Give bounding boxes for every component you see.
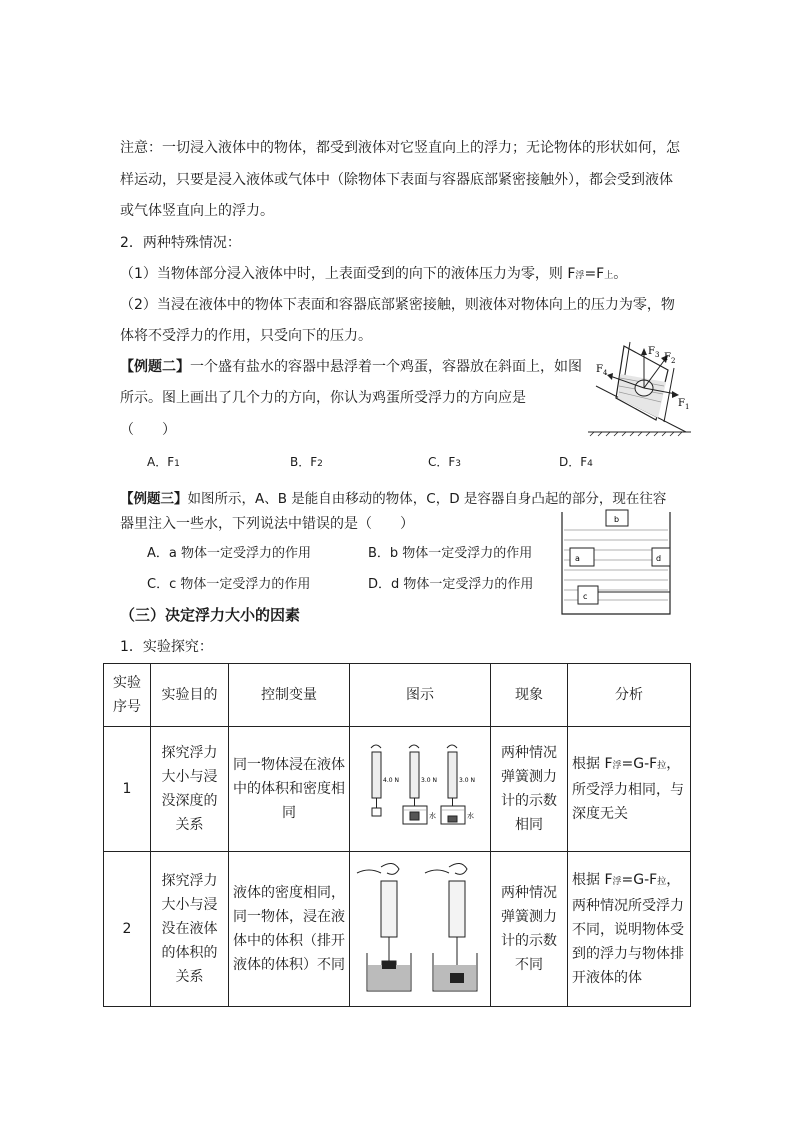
svg-text:水: 水 <box>429 812 436 820</box>
svg-text:水: 水 <box>467 812 474 820</box>
fig-label-f3: $F_3$ <box>648 346 660 359</box>
svg-text:3.0 N: 3.0 N <box>459 777 475 784</box>
example2-line-2: 所示。图上画出了几个力的方向，你认为鸡蛋所受浮力的方向应是 <box>120 390 526 406</box>
note-line-2: 样运动，只要是浸入液体或气体中（除物体下表面与容器底部紧密接触外），都会受到液体 <box>120 172 673 188</box>
special-case-2-line-1: （2）当浸在液体中的物体下表面和容器底部紧密接触，则液体对物体向上的压力为零，物 <box>120 297 675 313</box>
header-analysis: 分析 <box>568 664 691 727</box>
row2-figure <box>350 852 491 1007</box>
spring-scale-volume-figure <box>355 857 485 993</box>
example3-option-d: D．d 物体一定受浮力的作用 <box>368 577 534 592</box>
example2-option-d: D．F4 <box>559 455 593 469</box>
experiment-table <box>103 663 691 1007</box>
case1-sub1: 浮 <box>575 271 585 281</box>
row2-no: 2 <box>104 852 151 1007</box>
example3-option-b: B．b 物体一定受浮力的作用 <box>368 546 533 561</box>
header-no: 实验序号 <box>104 664 151 727</box>
example3-option-c: C．c 物体一定受浮力的作用 <box>147 577 311 592</box>
fig-label-f4: $F_4$ <box>596 364 608 377</box>
example2-option-b: B．F2 <box>290 455 323 469</box>
row1-purpose: 探究浮力大小与浸没深度的关系 <box>151 727 229 852</box>
header-control: 控制变量 <box>229 664 350 727</box>
case1-mid: =F <box>584 266 605 282</box>
fig-label-d: d <box>656 554 662 563</box>
row2-control: 液体的密度相同，同一物体，浸在液体中的体积（排开液体的体积）不同 <box>229 852 350 1007</box>
table-header-row <box>104 664 691 727</box>
row1-figure <box>350 727 491 852</box>
row1-analysis: 根据 F浮=G-F拉，所受浮力相同，与深度无关 <box>568 727 691 852</box>
row1-no: 1 <box>104 727 151 852</box>
note-line-1: 注意：一切浸入液体中的物体，都受到液体对它竖直向上的浮力；无论物体的形状如何，怎 <box>120 140 680 156</box>
special-case-2-line-2: 体将不受浮力的作用，只受向下的压力。 <box>120 328 372 344</box>
container-bumps-diagram <box>558 506 674 618</box>
example2-tag: 【例题二】 <box>120 359 190 375</box>
table-row <box>104 727 691 852</box>
case1-text: （1）当物体部分浸入液体中时，上表面受到的向下的液体压力为零，则 F <box>120 266 576 282</box>
section-subtitle: 1．实验探究： <box>120 639 213 655</box>
header-purpose: 实验目的 <box>151 664 229 727</box>
section-title: （三）决定浮力大小的因素 <box>120 606 301 624</box>
example2-option-a: A．F1 <box>147 455 180 469</box>
example3-option-a: A．a 物体一定受浮力的作用 <box>147 546 311 561</box>
row2-purpose: 探究浮力大小与浸没在液体的体积的关系 <box>151 852 229 1007</box>
example2-text-1: 一个盛有盐水的容器中悬浮着一个鸡蛋，容器放在斜面上，如图 <box>190 359 582 375</box>
fig-label-b: b <box>614 515 620 524</box>
fig-label-a: a <box>575 554 580 563</box>
note-line-3: 或气体竖直向上的浮力。 <box>120 203 274 219</box>
example2-line-3: （ ） <box>120 422 176 438</box>
fig-label-c: c <box>583 592 588 601</box>
header-figure: 图示 <box>350 664 491 727</box>
example3-text-1: 如图所示，A、B 是能自由移动的物体，C，D 是容器自身凸起的部分，现在往容 <box>187 491 667 507</box>
table-row <box>104 852 691 1007</box>
example2-option-c: C．F3 <box>428 455 462 469</box>
row1-control: 同一物体浸在液体中的体积和密度相同 <box>229 727 350 852</box>
special-heading: 2．两种特殊情况： <box>120 235 241 251</box>
row1-phenomenon: 两种情况弹簧测力计的示数相同 <box>491 727 568 852</box>
case1-sub2: 上 <box>604 271 614 281</box>
row2-analysis: 根据 F浮=G-F拉，两种情况所受浮力不同，说明物体受到的浮力与物体排开液体的体 <box>568 852 691 1007</box>
fig-label-f2: $F_2$ <box>664 352 676 365</box>
example3-line-2: 器里注入一些水，下列说法中错误的是（ ） <box>120 516 414 532</box>
row2-phenomenon: 两种情况弹簧测力计的示数不同 <box>491 852 568 1007</box>
spring-scale-depth-figure <box>361 742 479 828</box>
svg-text:4.0 N: 4.0 N <box>383 777 399 784</box>
example3-tag: 【例题三】 <box>120 491 188 507</box>
example2-line-1 <box>120 357 582 377</box>
header-phenomenon: 现象 <box>491 664 568 727</box>
case1-end: 。 <box>613 266 628 282</box>
special-case-1 <box>120 264 627 286</box>
fig-label-f1: $F_1$ <box>678 398 690 411</box>
svg-text:3.0 N: 3.0 N <box>421 777 437 784</box>
incline-force-diagram <box>586 338 696 438</box>
